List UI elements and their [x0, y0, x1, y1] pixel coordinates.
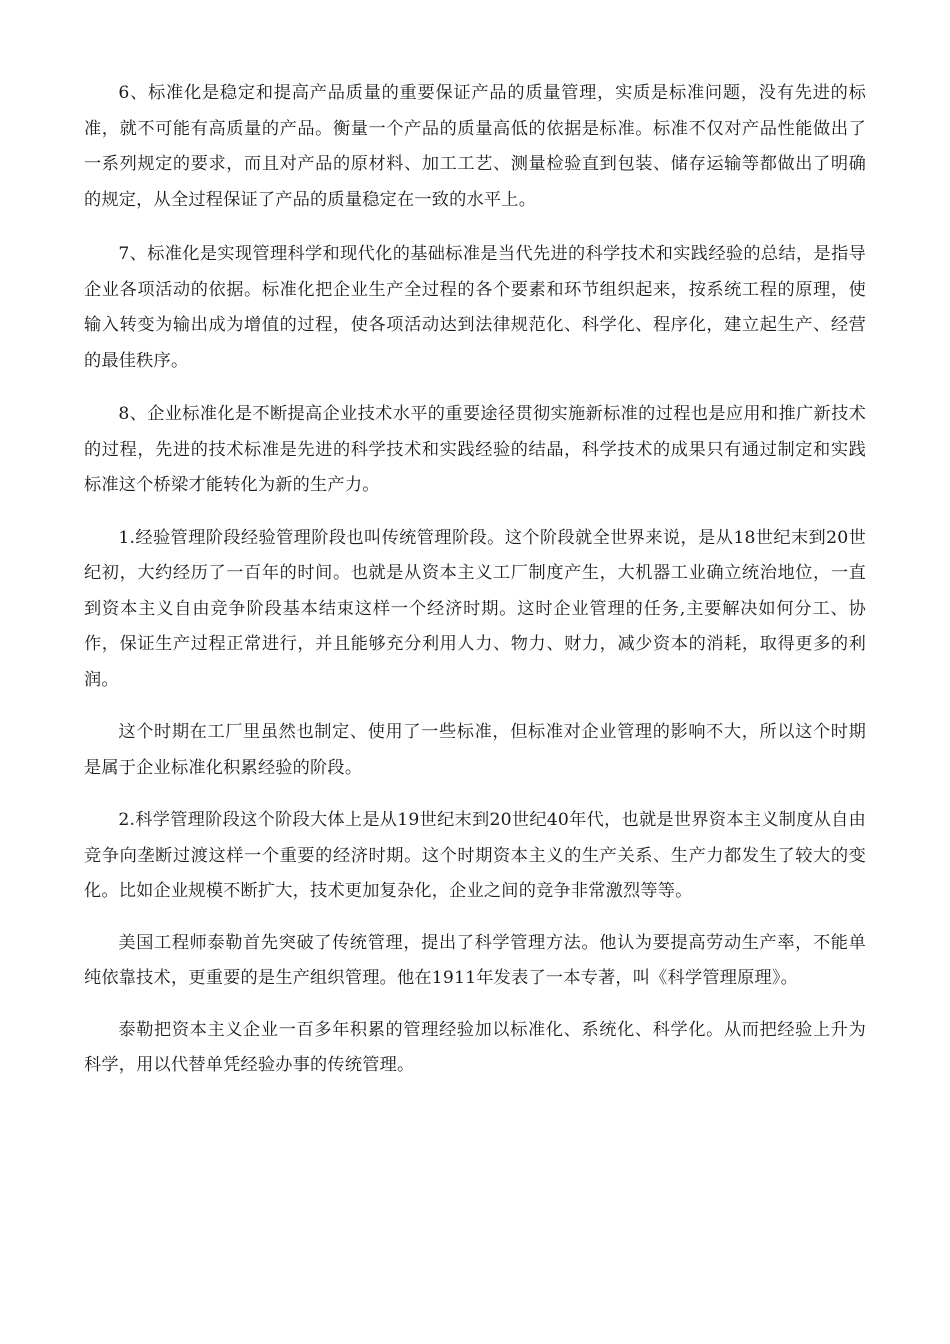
paragraph-experience-management: 1.经验管理阶段经验管理阶段也叫传统管理阶段。这个阶段就全世界来说，是从18世纪末到20世纪初，大约经历了一百年的时间。也就是从资本主义工厂制度产生，大机器工业确立统治地位，一直到资本主义自由竞争阶段基本结束这样一个经济时期。这时企业管理的任务,主要解决如何分工、协作，保证生产过程正常进行，并且能够充分利用人力、物力、财力，减少资本的消耗，取得更多的利润。 [84, 527, 866, 690]
paragraph-item-7: 7、标准化是实现管理科学和现代化的基础标准是当代先进的科学技术和实践经验的总结，是指导企业各项活动的依据。标准化把企业生产全过程的各个要素和环节组织起来，按系统工程的原理，使输入转变为输出成为增值的过程，使各项活动达到法律规范化、科学化、程序化，建立起生产、经营的最佳秩序。 [84, 244, 866, 371]
paragraph-scientific-management: 2.科学管理阶段这个阶段大体上是从19世纪末到20世纪40年代，也就是世界资本主义制度从自由竞争向垄断过渡这样一个重要的经济时期。这个时期资本主义的生产关系、生产力都发生了较大的变化。比如企业规模不断扩大，技术更加复杂化，企业之间的竞争非常激烈等等。 [84, 810, 866, 901]
document-body [84, 76, 866, 1084]
paragraph-taylor-standardization: 泰勒把资本主义企业一百多年积累的管理经验加以标准化、系统化、科学化。从而把经验上升为科学，用以代替单凭经验办事的传统管理。 [84, 1019, 866, 1075]
paragraph-experience-standards: 这个时期在工厂里虽然也制定、使用了一些标准，但标准对企业管理的影响不大，所以这个时期是属于企业标准化积累经验的阶段。 [84, 722, 866, 778]
paragraph-taylor-intro: 美国工程师泰勒首先突破了传统管理，提出了科学管理方法。他认为要提高劳动生产率，不能单纯依靠技术，更重要的是生产组织管理。他在1911年发表了一本专著，叫《科学管理原理》。 [84, 932, 866, 988]
paragraph-item-8: 8、企业标准化是不断提高企业技术水平的重要途径贯彻实施新标准的过程也是应用和推广新技术的过程，先进的技术标准是先进的科学技术和实践经验的结晶，科学技术的成果只有通过制定和实践标准这个桥梁才能转化为新的生产力。 [84, 404, 866, 495]
paragraph-item-6: 6、标准化是稳定和提高产品质量的重要保证产品的质量管理，实质是标准问题，没有先进的标准，就不可能有高质量的产品。衡量一个产品的质量高低的依据是标准。标准不仅对产品性能做出了一系列规定的要求，而且对产品的原材料、加工工艺、测量检验直到包装、储存运输等都做出了明确的规定，从全过程保证了产品的质量稳定在一致的水平上。 [84, 83, 866, 210]
